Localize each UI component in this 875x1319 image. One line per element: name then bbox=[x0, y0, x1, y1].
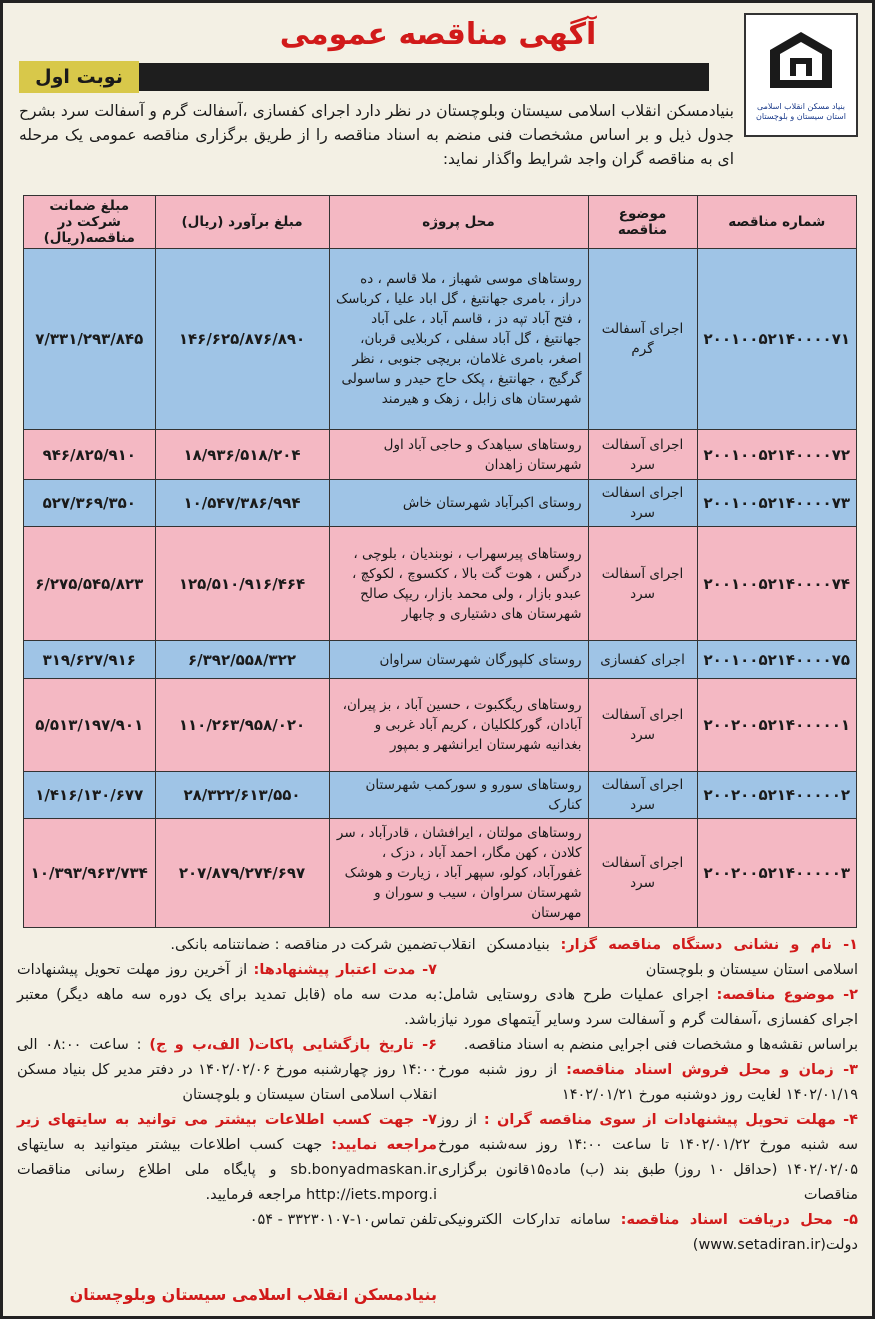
header-estimate: مبلغ برآورد (ریال) bbox=[155, 196, 329, 249]
guarantee-amount: ۱/۴۱۶/۱۳۰/۶۷۷ bbox=[24, 772, 156, 819]
page-title: آگهی مناقصه عمومی bbox=[279, 17, 597, 52]
item-validity: ۷- مدت اعتبار پیشنهادها: از آخرین روز مهلت تحویل پیشنهادات به مدت سه ماه (قابل تمدید برای یک دوره سه ماهه دیگر) معتبر باشد. bbox=[17, 962, 437, 1028]
project-location: روستاهای سیاهدک و حاجی آباد اول شهرستان زاهدان bbox=[329, 430, 588, 480]
round-badge: نوبت اول bbox=[19, 61, 139, 93]
tender-number: ۲۰۰۱۰۰۵۲۱۴۰۰۰۰۷۲ bbox=[697, 430, 856, 480]
item-phone: تلفن تماس۱۰-۳۳۲۳۰۱۰۷ - ۰۵۴ bbox=[249, 1212, 437, 1228]
estimate-amount: ۶/۳۹۲/۵۵۸/۳۲۲ bbox=[155, 641, 329, 679]
table-row bbox=[24, 772, 857, 819]
guarantee-amount: ۵۲۷/۳۶۹/۳۵۰ bbox=[24, 480, 156, 527]
project-location: روستاهای سورو و سورکمب شهرستان کنارک bbox=[329, 772, 588, 819]
item-info: ۷- جهت کسب اطلاعات بیشتر می توانید به سایتهای زیر مراجعه نمایید: جهت کسب اطلاعات بیشتر میتوانید به سایتهای sb.bonyadmaskan.ir و پایگاه ملی اطلاع رسانی مناقصات http://iets.mporg.i مراجعه فرمایید. bbox=[17, 1112, 438, 1203]
tender-number: ۲۰۰۱۰۰۵۲۱۴۰۰۰۰۷۵ bbox=[697, 641, 856, 679]
table-row bbox=[24, 679, 857, 772]
estimate-amount: ۲۸/۳۲۲/۶۱۳/۵۵۰ bbox=[155, 772, 329, 819]
tender-subject: اجرای آسفالت سرد bbox=[588, 819, 697, 928]
item-deadline: ۴- مهلت تحویل پیشنهادات از سوی مناقصه گران : از روز سه شنبه مورخ ۱۴۰۲/۰۱/۲۲ تا ساعت ۱۴:۰۰ روز سه‌شنبه مورخ ۱۴۰۲/۰۲/۰۵ (حداقل ۱۰ روز) طبق بند (ب) ماده۱۵قانون برگزاری مناقصات bbox=[438, 1112, 859, 1203]
item-guarantee: تضمین شرکت در مناقصه : ضمانتنامه بانکی. bbox=[170, 937, 437, 953]
project-location: روستای کلپورگان شهرستان سراوان bbox=[329, 641, 588, 679]
guarantee-amount: ۵/۵۱۳/۱۹۷/۹۰۱ bbox=[24, 679, 156, 772]
tender-subject: اجرای کفسازی bbox=[588, 641, 697, 679]
setad-link[interactable]: www.setadiran.ir bbox=[698, 1237, 821, 1253]
table-row bbox=[24, 641, 857, 679]
tender-number: ۲۰۰۲۰۰۵۲۱۴۰۰۰۰۰۳ bbox=[697, 819, 856, 928]
project-location: روستاهای مولتان ، ایرافشان ، قادرآباد ، سر کلادن ، کهن مگار، احمد آباد ، دزک ، غفورآباد، کولو، سپهر آباد ، زیارت و هوشک شهرستان سراوان ، سیب و سوران و مهرستان bbox=[329, 819, 588, 928]
tender-subject: اجرای اسفالت سرد bbox=[588, 480, 697, 527]
item-subject: ۲- موضوع مناقصه: اجرای عملیات طرح هادی روستایی شامل: اجرای کفسازی ،آسفالت گرم و آسفالت سرد وسایر آیتمهای مورد نیاز براساس نقشه‌ها و مشخصات فنی اجرایی منضم به اسناد مناقصه. bbox=[438, 987, 858, 1053]
estimate-amount: ۱۰/۵۴۷/۳۸۶/۹۹۴ bbox=[155, 480, 329, 527]
iets-link[interactable]: http://iets.mporg.i bbox=[306, 1187, 437, 1203]
details-right-column bbox=[438, 933, 858, 1258]
tender-number: ۲۰۰۱۰۰۵۲۱۴۰۰۰۰۷۳ bbox=[697, 480, 856, 527]
logo bbox=[744, 13, 858, 137]
header-number: شماره مناقصه bbox=[697, 196, 856, 249]
item-sale-time: ۳- زمان و محل فروش اسناد مناقصه: از روز شنبه مورخ ۱۴۰۲/۰۱/۱۹ لغایت روز دوشنبه مورخ ۱۴۰۲/۰۱/۲۱ bbox=[438, 1062, 858, 1103]
estimate-amount: ۱۱۰/۲۶۳/۹۵۸/۰۲۰ bbox=[155, 679, 329, 772]
logo-text: بنیاد مسکن انقلاب اسلامی استان سیستان و بلوچستان bbox=[756, 102, 846, 121]
tender-number: ۲۰۰۱۰۰۵۲۱۴۰۰۰۰۷۱ bbox=[697, 249, 856, 430]
bonyad-link[interactable]: sb.bonyadmaskan.ir bbox=[290, 1162, 437, 1178]
tender-number: ۲۰۰۲۰۰۵۲۱۴۰۰۰۰۰۱ bbox=[697, 679, 856, 772]
project-location: روستاهای پیرسهراب ، نوبندیان ، بلوچی ، درگس ، هوت گت بالا ، ککسوچ ، لکوکچ ، عبدو بازار ، ولی محمد بازار، ریپک صالح شهرستان های دشتیاری و چابهار bbox=[329, 527, 588, 641]
table-row bbox=[24, 430, 857, 480]
estimate-amount: ۱۲۵/۵۱۰/۹۱۶/۴۶۴ bbox=[155, 527, 329, 641]
project-location: روستاهای ریگکبوت ، حسین آباد ، بز پیران، آبادان، گورکلکلیان ، کریم آباد غربی و بغدانیه شهرستان ایرانشهر و بمپور bbox=[329, 679, 588, 772]
guarantee-amount: ۳۱۹/۶۲۷/۹۱۶ bbox=[24, 641, 156, 679]
intro-text: بنیادمسکن انقلاب اسلامی سیستان وبلوچستان در نظر دارد اجرای کفسازی ،آسفالت گرم و آسفالت سرد بشرح جدول ذیل و بر اساس مشخصات فنی منضم به اسناد مناقصه را از طریق برگزاری مناقصه عمومی یک مرحله ای به مناقصه گران واجد شرایط واگذار نماید: bbox=[19, 102, 734, 168]
estimate-amount: ۲۰۷/۸۷۹/۲۷۴/۶۹۷ bbox=[155, 819, 329, 928]
project-location: روستای اکبرآباد شهرستان خاش bbox=[329, 480, 588, 527]
item-organizer: ۱- نام و نشانی دستگاه مناقصه گزار: بنیادمسکن انقلاب اسلامی استان سیستان و بلوچستان bbox=[438, 937, 859, 978]
tender-subject: اجرای آسفالت سرد bbox=[588, 772, 697, 819]
tender-number: ۲۰۰۱۰۰۵۲۱۴۰۰۰۰۷۴ bbox=[697, 527, 856, 641]
item-documents: ۵- محل دریافت اسناد مناقصه: سامانه تدارکات الکترونیکی دولت(www.setadiran.ir) bbox=[438, 1212, 859, 1253]
header-subject: موضوع مناقصه bbox=[588, 196, 697, 249]
guarantee-amount: ۷/۳۳۱/۲۹۳/۸۴۵ bbox=[24, 249, 156, 430]
estimate-amount: ۱۸/۹۳۶/۵۱۸/۲۰۴ bbox=[155, 430, 329, 480]
tender-table bbox=[23, 195, 857, 928]
footer-signature: بنیادمسکن انقلاب اسلامی سیستان وبلوچستان bbox=[69, 1285, 437, 1304]
guarantee-amount: ۱۰/۳۹۳/۹۶۳/۷۳۴ bbox=[24, 819, 156, 928]
table-header-row bbox=[24, 196, 857, 249]
tender-subject: اجرای آسفالت سرد bbox=[588, 430, 697, 480]
table-row bbox=[24, 527, 857, 641]
house-logo-icon bbox=[766, 28, 836, 98]
header-location: محل پروژه bbox=[329, 196, 588, 249]
project-location: روستاهای موسی شهباز ، ملا قاسم ، ده دراز ، بامری جهانتیغ ، گل اباد علیا ، کرباسک ، فتح آباد تپه دز ، قاسم آباد ، علی آباد جهانتیغ ، گل آباد سفلی ، کربلایی قربان، اصغر، بامری غلامان، بریچی جنوبی ، نظر گرگیج ، جهانتیغ ، پکک حاج حیدر و ساسولی شهرستان های زابل ، زهک و هیرمند bbox=[329, 249, 588, 430]
item-opening: ۶- تاریخ بازگشایی پاکات( الف،ب و ج) : ساعت ۰۸:۰۰ الی ۱۴:۰۰ روز چهارشنبه مورخ ۱۴۰۲/۰۲/۰۶ در دفتر مدیر کل بنیاد مسکن انقلاب اسلامی استان سیستان و بلوچستان bbox=[17, 1037, 438, 1103]
tender-subject: اجرای آسفالت گرم bbox=[588, 249, 697, 430]
tender-number: ۲۰۰۲۰۰۵۲۱۴۰۰۰۰۰۲ bbox=[697, 772, 856, 819]
table-row bbox=[24, 480, 857, 527]
tender-subject: اجرای آسفالت سرد bbox=[588, 527, 697, 641]
table-row bbox=[24, 819, 857, 928]
guarantee-amount: ۶/۲۷۵/۵۴۵/۸۲۳ bbox=[24, 527, 156, 641]
details-left-column bbox=[17, 933, 437, 1233]
header-guarantee: مبلغ ضمانت شرکت در مناقصه(ریال) bbox=[24, 196, 156, 249]
estimate-amount: ۱۴۶/۶۲۵/۸۷۶/۸۹۰ bbox=[155, 249, 329, 430]
guarantee-amount: ۹۴۶/۸۲۵/۹۱۰ bbox=[24, 430, 156, 480]
table-row bbox=[24, 249, 857, 430]
tender-subject: اجرای آسفالت سرد bbox=[588, 679, 697, 772]
